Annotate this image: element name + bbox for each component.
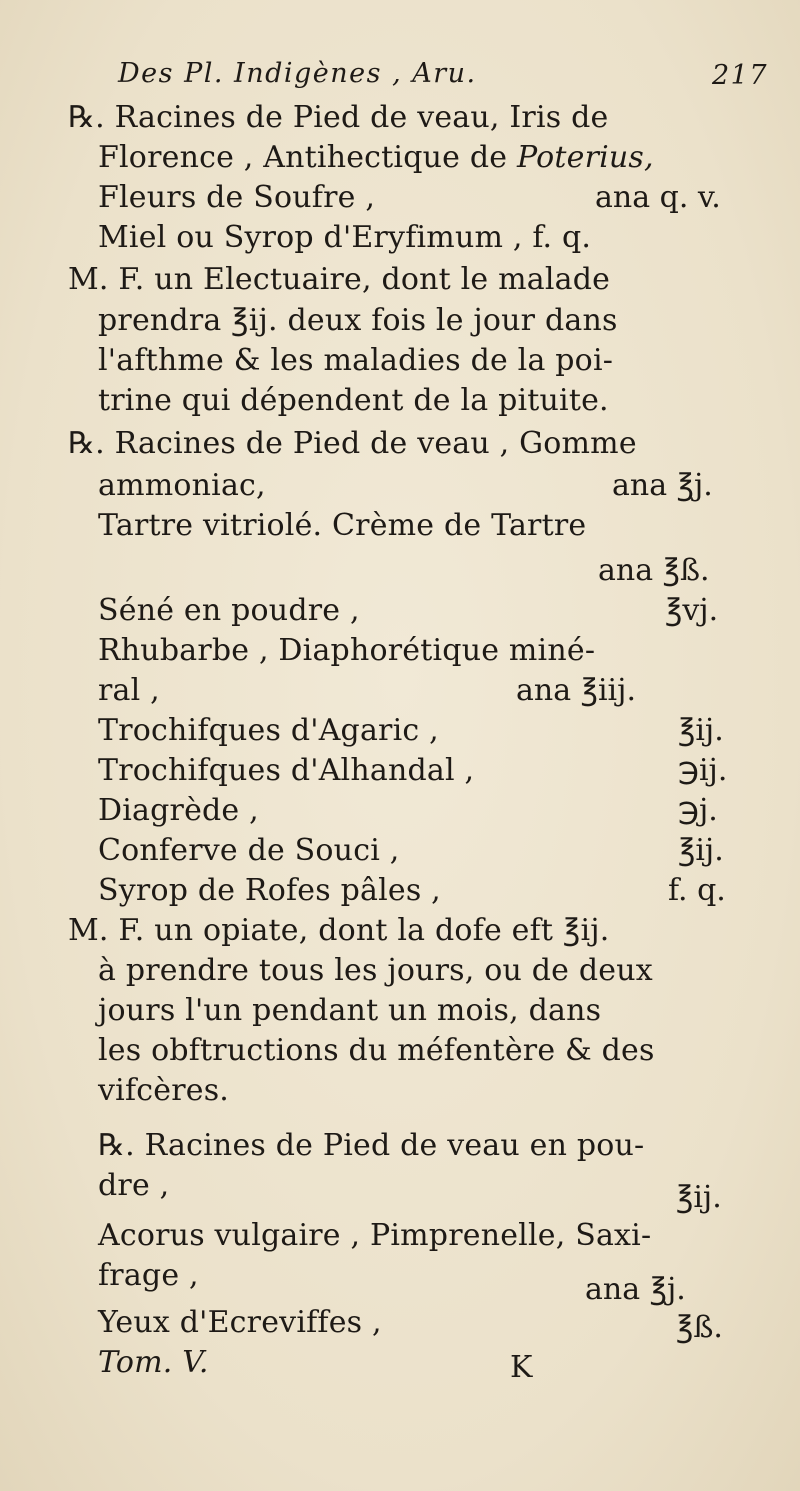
amount-label: ana ℥ß. (598, 553, 710, 588)
text-line: Acorus vulgaire , Pimprenelle, Saxi- (98, 1218, 652, 1253)
amount-label: ana ℥j. (612, 468, 713, 503)
amount-label: ℥ß. (676, 1310, 723, 1345)
text-line: ral , (98, 673, 160, 708)
text-line: ℞. Racines de Pied de veau en pou- (98, 1128, 645, 1163)
text-line: Tartre vitriolé. Crème de Tartre (98, 508, 587, 543)
amount-label: ℈j. (678, 793, 718, 828)
text-line: dre , (98, 1168, 170, 1203)
text-line: trine qui dépendent de la pituite. (98, 383, 609, 418)
text-line: prendra ℥ij. deux fois le jour dans (98, 303, 618, 338)
text-line: jours l'un pendant un mois, dans (98, 993, 602, 1028)
amount-label: ℥vj. (665, 593, 719, 628)
text-line: Yeux d'Ecreviffes , (98, 1305, 382, 1340)
text-line: Trochifques d'Agaric , (98, 713, 439, 748)
amount-label: ℥ij. (676, 1180, 722, 1215)
text-line: Miel ou Syrop d'Eryfimum , f. q. (98, 220, 592, 255)
text-line: Fleurs de Soufre , (98, 180, 376, 215)
page-number: 217 (712, 60, 769, 91)
amount-label: ana ℥j. (585, 1272, 686, 1307)
text-line: Trochifques d'Alhandal , (98, 753, 475, 788)
volume-mark: Tom. V. (98, 1345, 209, 1380)
italic-reference: Poterius, (516, 140, 654, 175)
text-line: M. F. un opiate, dont la dofe eft ℥ij. (68, 913, 610, 948)
text-line: vifcères. (98, 1073, 230, 1108)
amount-label: ℥ij. (678, 713, 724, 748)
text-line: Conferve de Souci , (98, 833, 400, 868)
text-line: ammoniac, (98, 468, 266, 503)
amount-label: ℈ij. (678, 753, 728, 788)
text-line: Rhubarbe , Diaphorétique miné- (98, 633, 596, 668)
text-line: à prendre tous les jours, ou de deux (98, 953, 653, 988)
text-line (98, 140, 654, 176)
text-line: Syrop de Rofes pâles , (98, 873, 441, 908)
signature-mark: K (510, 1350, 533, 1385)
running-title: Des Pl. Indigènes , Aru. (118, 58, 477, 89)
text-line: M. F. un Electuaire, dont le malade (68, 262, 611, 297)
text-line: l'afthme & les maladies de la poi- (98, 343, 614, 378)
amount-label: ana q. v. (595, 180, 721, 215)
text-line: frage , (98, 1258, 199, 1293)
text-line: ℞. Racines de Pied de veau, Iris de (68, 100, 609, 135)
text-line: Séné en poudre , (98, 593, 360, 628)
text-line: ℞. Racines de Pied de veau , Gomme (68, 426, 637, 461)
amount-label: ℥ij. (678, 833, 724, 868)
amount-label: ana ℥iij. (516, 673, 636, 708)
text-line-part: Florence , Antihectique de (98, 140, 517, 175)
amount-label: f. q. (668, 873, 726, 908)
text-line: les obftructions du méfentère & des (98, 1033, 655, 1068)
text-line: Diagrède , (98, 793, 259, 828)
